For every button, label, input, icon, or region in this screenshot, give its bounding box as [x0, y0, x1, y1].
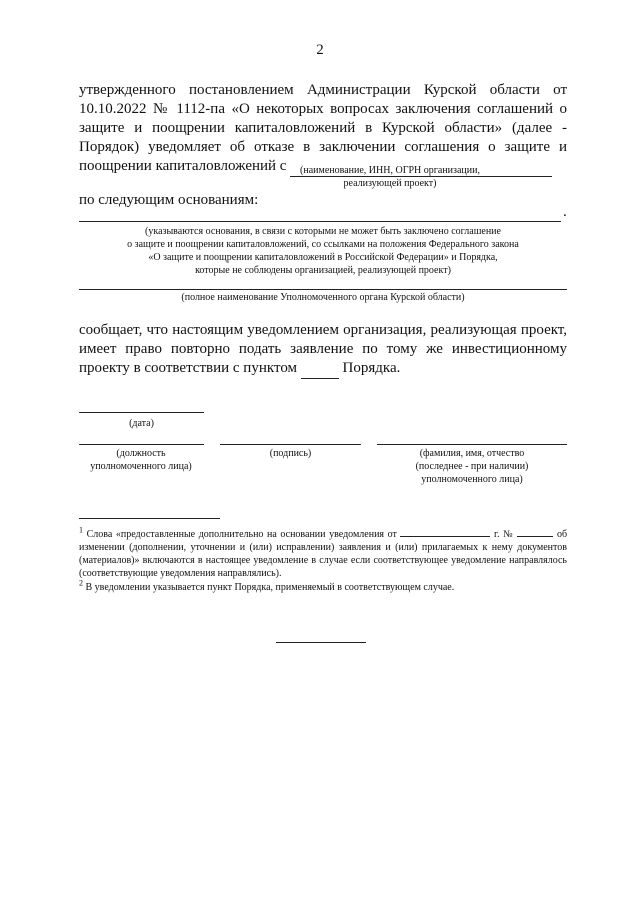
footnote-2: [79, 578, 567, 594]
grounds-end-period: .: [563, 204, 567, 220]
main-paragraph: [79, 81, 567, 177]
notice-paragraph-text: сообщает, что настоящим уведомлением организация, реализующая проект, имеет право повторно подать заявление по тому же инвестиционному проекту в соответствии с пунктом: [79, 322, 567, 376]
organization-caption-line2: реализующей проект): [343, 178, 437, 189]
notice-paragraph-end: Порядка.: [342, 360, 401, 376]
footnote-1: [79, 527, 567, 580]
full-name-label-line3: уполномоченного лица): [421, 474, 523, 485]
footnote-1-text-start: Слова «предоставленные дополнительно на основании уведомления от: [86, 529, 397, 540]
date-line[interactable]: [79, 412, 204, 413]
footnote-2-mark: 2: [79, 578, 83, 588]
page-number: 2: [316, 42, 324, 58]
footnote-1-mark: 1: [79, 525, 83, 535]
authority-caption: (полное наименование Уполномоченного органа Курской области): [181, 292, 465, 303]
position-line[interactable]: [79, 444, 204, 445]
grounds-caption-line1: (указываются основания, в связи с которыми не может быть заключено соглашение: [145, 226, 501, 237]
grounds-caption-line3: «О защите и поощрении капиталовложений в Российской Федерации» и Порядка,: [148, 252, 498, 263]
footnote-2-text: В уведомлении указывается пункт Порядка, применяемый в соответствующем случае.: [85, 582, 455, 593]
date-label: (дата): [129, 418, 154, 429]
organization-caption-line1: (наименование, ИНН, ОГРН организации,: [300, 165, 480, 176]
footnote-notice-number-blank[interactable]: [517, 527, 553, 537]
grounds-caption: [79, 225, 567, 277]
signature-label: (подпись): [269, 448, 312, 459]
organization-caption: [290, 164, 490, 190]
full-name-label: [377, 447, 567, 486]
full-name-line[interactable]: [377, 444, 567, 445]
grounds-label: по следующим основаниям:: [79, 192, 259, 208]
footnote-notice-date-blank[interactable]: [400, 527, 490, 537]
authority-blank-line[interactable]: [79, 289, 567, 290]
grounds-caption-line4: которые не соблюдены организацией, реализующей проект): [195, 265, 451, 276]
main-paragraph-text: утвержденного постановлением Администрации Курской области от 10.10.2022 № 1112-па «О некоторых вопросах заключения соглашений о защите и поощрении капиталовложений в Курской области» (далее - Порядок) уведомляет об отказе в заключении соглашения о защите и поощрении капиталовложений с: [79, 82, 567, 174]
position-label-line2: уполномоченного лица): [90, 461, 192, 472]
position-label-line1: (должность: [116, 448, 166, 459]
signature-line[interactable]: [220, 444, 361, 445]
full-name-label-line2: (последнее - при наличии): [415, 461, 529, 472]
notice-paragraph: [79, 321, 567, 379]
footnote-separator: [79, 518, 220, 519]
footnote-1-text-end: об изменении (дополнении, уточнении и (или) исправлении) заявления и (или) прилагаемых к нему документов (материалов)» включаются в настоящее уведомление в случае если соответствующее уведомление направлялось (соответствующие уведомления направлялись).: [79, 529, 568, 579]
grounds-blank-line[interactable]: [79, 221, 561, 222]
footnote-1-number-label: г. №: [494, 529, 514, 540]
grounds-caption-line2: о защите и поощрении капиталовложений, со ссылками на положения Федерального закона: [127, 239, 519, 250]
full-name-label-line1: (фамилия, имя, отчество: [419, 448, 525, 459]
clause-number-blank[interactable]: [301, 359, 339, 379]
position-label: [66, 447, 216, 473]
end-separator: [276, 642, 366, 643]
